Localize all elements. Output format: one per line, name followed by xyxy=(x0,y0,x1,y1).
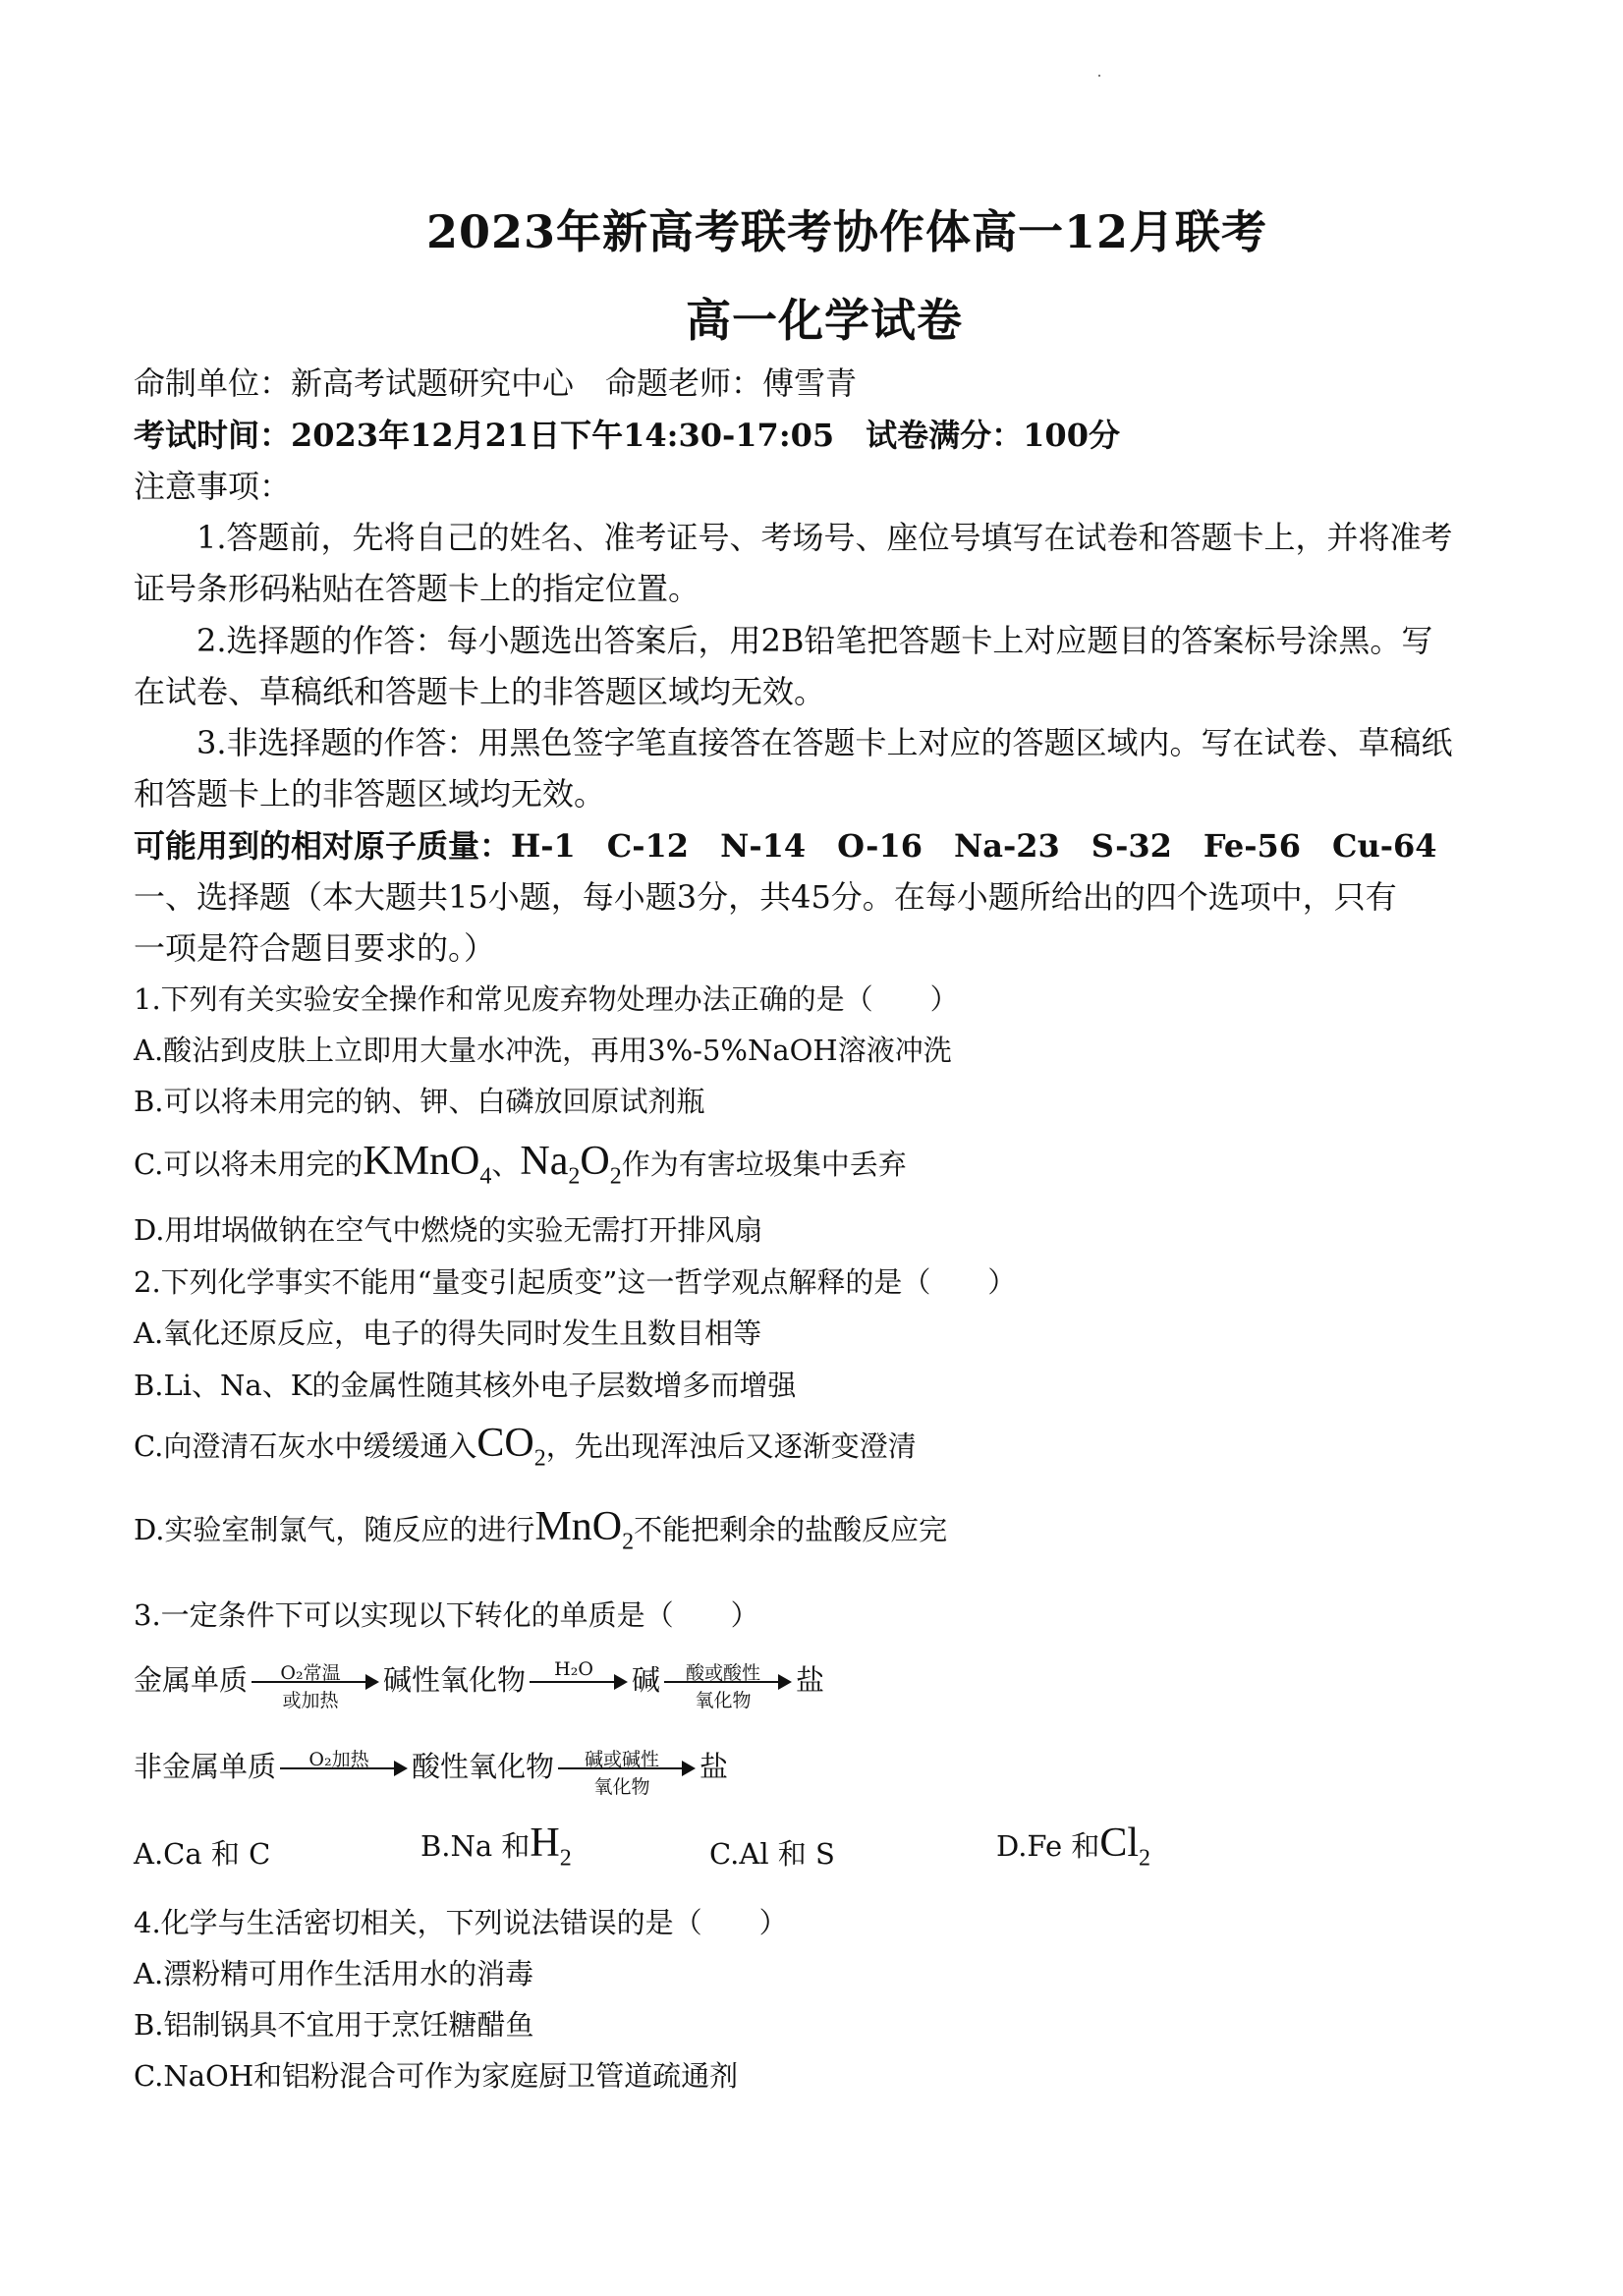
section-heading-line-2: 一项是符合题目要求的。） xyxy=(134,929,496,967)
chain-1-step-3: 碱 xyxy=(632,1663,661,1697)
note-3-line-1: 3.非选择题的作答：用黑色签字笔直接答在答题卡上对应的答题区域内。写在试卷、草稿纸 xyxy=(196,724,1453,761)
q2-option-a: A.氧化还原反应，电子的得失同时发生且数目相等 xyxy=(134,1316,762,1350)
notes-heading: 注意事项： xyxy=(134,468,292,505)
author-line: 命制单位：新高考试题研究中心 命题老师：傅雪青 xyxy=(134,364,858,402)
chain-1-step-4: 盐 xyxy=(796,1663,825,1697)
arrow-condition-bottom: 或加热 xyxy=(282,1690,339,1711)
q3-chain-1 xyxy=(134,1658,825,1711)
note-1-line-1: 1.答题前，先将自己的姓名、准考证号、考场号、座位号填写在试卷和答题卡上，并将准考 xyxy=(196,519,1453,556)
note-2-line-2: 在试卷、草稿纸和答题卡上的非答题区域均无效。 xyxy=(134,673,826,710)
formula-subscript: 2 xyxy=(559,1845,572,1872)
chain-2-step-3: 盐 xyxy=(700,1750,729,1783)
q3-option-b-prefix: B.Na 和 xyxy=(420,1829,531,1863)
exam-title: 2023年新高考联考协作体高一12月联考 xyxy=(426,205,1268,258)
q4-option-c: C.NaOH和铝粉混合可作为家庭厨卫管道疏通剂 xyxy=(134,2059,739,2093)
formula-text: KMnO xyxy=(363,1139,480,1184)
arrow-shaft xyxy=(280,1767,398,1769)
q2-option-d-suffix: 不能把剩余的盐酸反应完 xyxy=(634,1513,948,1546)
chain-1-step-2: 碱性氧化物 xyxy=(383,1663,527,1697)
arrow-shaft xyxy=(530,1681,618,1683)
reaction-arrow xyxy=(252,1662,379,1711)
arrow-condition-top: 酸或酸性 xyxy=(686,1662,761,1684)
arrow-condition-top: O₂常温 xyxy=(280,1662,341,1684)
separator: 、 xyxy=(491,1148,521,1181)
arrow-condition-top: 碱或碱性 xyxy=(585,1749,660,1770)
formula-text: O xyxy=(580,1139,610,1184)
chain-1-step-1: 金属单质 xyxy=(134,1663,249,1697)
arrow-shaft xyxy=(664,1681,782,1683)
formula-text: MnO xyxy=(534,1504,623,1549)
formula-subscript: 2 xyxy=(609,1163,622,1190)
q1-stem: 1.下列有关实验安全操作和常见废弃物处理办法正确的是（ ） xyxy=(134,982,959,1016)
formula-kmno4 xyxy=(363,1139,492,1190)
q1-option-c-suffix: 作为有害垃圾集中丢弃 xyxy=(621,1148,907,1181)
q1-option-c xyxy=(134,1138,907,1190)
reaction-arrow xyxy=(558,1749,696,1798)
arrow-condition-bottom: 氧化物 xyxy=(695,1690,752,1711)
chain-2-step-1: 非金属单质 xyxy=(134,1750,277,1783)
formula-cl2 xyxy=(1099,1820,1151,1872)
reaction-arrow xyxy=(280,1749,408,1788)
q1-option-d: D.用坩埚做钠在空气中燃烧的实验无需打开排风扇 xyxy=(134,1213,763,1247)
formula-text: Na xyxy=(520,1139,569,1184)
exam-time-line: 考试时间：2023年12月21日下午14:30-17:05 试卷满分：100分 xyxy=(134,417,1120,454)
arrow-head xyxy=(394,1761,408,1776)
reaction-arrow xyxy=(664,1662,792,1711)
note-1-line-2: 证号条形码粘贴在答题卡上的指定位置。 xyxy=(134,570,700,607)
q3-option-b xyxy=(420,1820,572,1872)
q2-option-b: B.Li、Na、K的金属性随其核外电子层数增多而增强 xyxy=(134,1369,797,1402)
q3-chain-2 xyxy=(134,1745,729,1798)
q3-option-d xyxy=(996,1820,1150,1872)
q4-stem: 4.化学与生活密切相关，下列说法错误的是（ ） xyxy=(134,1906,788,1939)
q3-option-a: A.Ca 和 C xyxy=(134,1837,271,1871)
formula-subscript: 2 xyxy=(622,1529,635,1555)
arrow-condition-bottom: 氧化物 xyxy=(593,1776,650,1798)
arrow-condition-top: O₂加热 xyxy=(308,1749,369,1770)
arrow-head xyxy=(614,1674,628,1690)
atomic-masses: 可能用到的相对原子质量：H-1 C-12 N-14 O-16 Na-23 S-32 Fe-56 Cu-64 xyxy=(134,827,1437,865)
formula-text: H xyxy=(530,1820,560,1866)
formula-text: Cl xyxy=(1099,1820,1140,1866)
q1-option-a: A.酸沾到皮肤上立即用大量水冲洗，再用3%-5%NaOH溶液冲洗 xyxy=(134,1034,952,1067)
formula-text: CO xyxy=(476,1421,534,1466)
q3-option-c: C.Al 和 S xyxy=(709,1837,835,1871)
q2-option-c xyxy=(134,1420,917,1472)
formula-h2 xyxy=(530,1820,572,1872)
q2-option-c-prefix: C.向澄清石灰水中缓缓通入 xyxy=(134,1429,477,1463)
q2-option-c-suffix: ，先出现浑浊后又逐渐变澄清 xyxy=(545,1429,917,1463)
formula-co2 xyxy=(476,1421,546,1472)
q1-option-c-prefix: C.可以将未用完的 xyxy=(134,1148,364,1181)
q4-option-a: A.漂粉精可用作生活用水的消毒 xyxy=(134,1957,534,1990)
q3-stem: 3.一定条件下可以实现以下转化的单质是（ ） xyxy=(134,1598,759,1632)
exam-subtitle: 高一化学试卷 xyxy=(686,294,963,347)
q3-option-d-prefix: D.Fe 和 xyxy=(996,1829,1100,1863)
formula-subscript: 4 xyxy=(479,1163,492,1190)
arrow-shaft xyxy=(252,1681,369,1683)
q4-option-b: B.铝制锅具不宜用于烹饪糖醋鱼 xyxy=(134,2008,534,2042)
q2-option-d-prefix: D.实验室制氯气，随反应的进行 xyxy=(134,1513,535,1546)
formula-mno2 xyxy=(534,1504,635,1555)
formula-subscript: 2 xyxy=(1139,1845,1151,1872)
q1-option-b: B.可以将未用完的钠、钾、白磷放回原试剂瓶 xyxy=(134,1085,705,1118)
note-3-line-2: 和答题卡上的非答题区域均无效。 xyxy=(134,775,606,812)
section-heading-line-1: 一、选择题（本大题共15小题，每小题3分，共45分。在每小题所给出的四个选项中，只有 xyxy=(134,878,1397,916)
scan-speck xyxy=(1098,75,1100,77)
q2-stem: 2.下列化学事实不能用“量变引起质变”这一哲学观点解释的是（ ） xyxy=(134,1265,1017,1299)
chain-2-step-2: 酸性氧化物 xyxy=(412,1750,555,1783)
note-2-line-1: 2.选择题的作答：每小题选出答案后，用2B铅笔把答题卡上对应题目的答案标号涂黑。写 xyxy=(196,622,1433,659)
arrow-condition-top: H₂O xyxy=(554,1658,593,1680)
formula-na2o2 xyxy=(520,1139,622,1190)
reaction-arrow xyxy=(530,1658,628,1702)
formula-subscript: 2 xyxy=(533,1445,546,1472)
arrow-shaft xyxy=(558,1767,686,1769)
formula-subscript: 2 xyxy=(568,1163,581,1190)
q2-option-d xyxy=(134,1503,947,1555)
